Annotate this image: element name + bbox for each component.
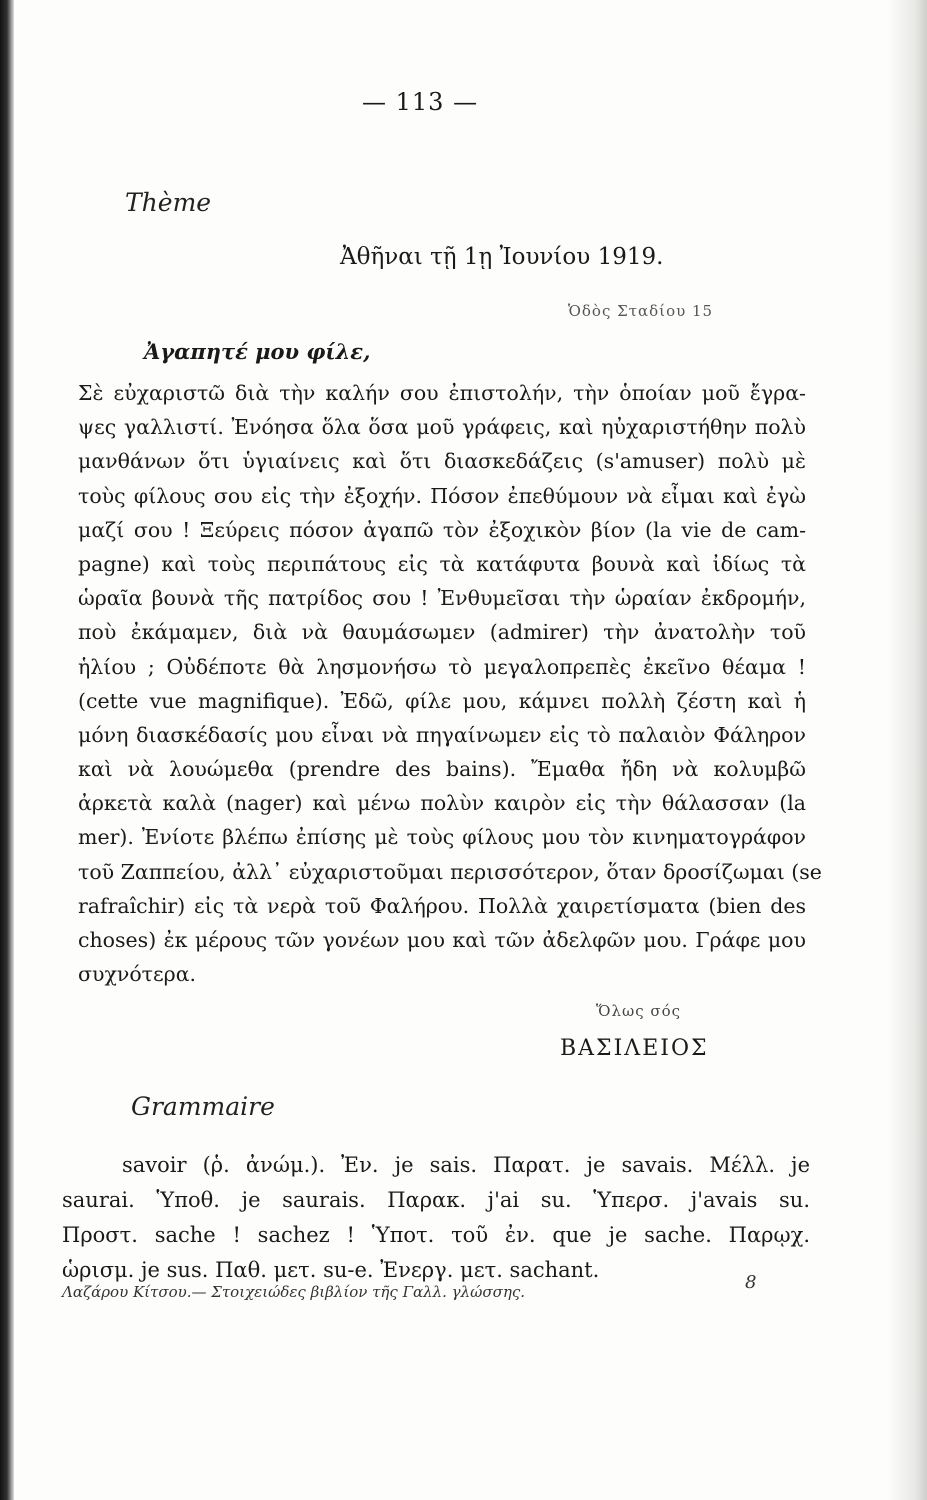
page-gutter-shadow bbox=[0, 0, 14, 1500]
grammar-line: saurai. Ὑποθ. je saurais. Παρακ. j'ai su. Ὑπερσ. j'avais su. bbox=[62, 1188, 810, 1212]
grammar-line: ὡρισμ. je sus. Παθ. μετ. su-e. Ἐνεργ. μετ. sachant. bbox=[62, 1258, 600, 1282]
letter-body bbox=[78, 376, 822, 991]
signature-mark: 8 bbox=[745, 1272, 757, 1293]
letter-line: μόνη διασκέδασίς μου εἶναι νὰ πηγαίνωμεν εἰς τὸ παλαιὸν Φάληρον bbox=[78, 722, 806, 747]
letter-closing: Ὅλως σός bbox=[596, 1002, 682, 1020]
letter-line: choses) ἐκ μέρους τῶν γονέων μου καὶ τῶν ἀδελφῶν μου. Γράφε μου bbox=[78, 928, 806, 952]
letter-line: ποὺ ἐκάμαμεν, διὰ νὰ θαυμάσωμεν (admirer) τὴν ἀνατολὴν τοῦ bbox=[78, 620, 806, 645]
letter-line: Σὲ εὐχαριστῶ διὰ τὴν καλήν σου ἐπιστολήν, τὴν ὁποίαν μοῦ ἔγρα- bbox=[78, 381, 806, 405]
page-number: — 113 — bbox=[362, 88, 479, 116]
letter-line: rafraîchir) εἰς τὰ νερὰ τοῦ Φαλήρου. Πολλὰ χαιρετίσματα (bien des bbox=[78, 893, 806, 918]
letter-line: ἡλίου ; Οὐδέποτε θὰ λησμονήσω τὸ μεγαλοπρεπὲς ἐκεῖνο θέαμα ! bbox=[78, 654, 806, 679]
letter-line: ὡραῖα βουνὰ τῆς πατρίδος σου ! Ἐνθυμεῖσαι τὴν ὡραίαν ἐκδρομήν, bbox=[78, 586, 806, 611]
letter-signature: ΒΑΣΙΛΕΙΟΣ bbox=[560, 1036, 709, 1061]
theme-heading: Thème bbox=[125, 188, 212, 217]
letter-line: μαζί σου ! Ξεύρεις πόσον ἀγαπῶ τὸν ἐξοχικὸν βίον (la vie de cam- bbox=[78, 517, 806, 542]
grammar-body bbox=[62, 1148, 810, 1288]
letter-line: μανθάνων ὅτι ὑγιαίνεις καὶ ὅτι διασκεδάζεις (s'amuser) πολὺ μὲ bbox=[78, 449, 806, 474]
grammar-heading: Grammaire bbox=[131, 1092, 275, 1121]
letter-line: ἀρκετὰ καλὰ (nager) καὶ μένω πολὺν καιρὸν εἰς τὴν θάλασσαν (la bbox=[78, 791, 806, 816]
grammar-line: Προστ. sache ! sachez ! Ὑποτ. τοῦ ἐν. que je sache. Παρῳχ. bbox=[62, 1223, 810, 1247]
grammar-line: savoir (ῥ. ἀνώμ.). Ἐν. je sais. Παρατ. je savais. Μέλλ. je bbox=[122, 1153, 810, 1177]
letter-line: pagne) καὶ τοὺς περιπάτους εἰς τὰ κατάφυτα βουνὰ καὶ ἰδίως τὰ bbox=[78, 551, 806, 576]
footer-credit: Λαζάρου Κίτσου.— Στοιχειώδες βιβλίον τῆς Γαλλ. γλώσσης. bbox=[62, 1283, 525, 1301]
letter-line: συχνότερα. bbox=[78, 962, 197, 987]
page-edge-shadow bbox=[887, 0, 927, 1500]
letter-date: Ἀθῆναι τῇ 1ῃ Ἰουνίου 1919. bbox=[340, 244, 664, 270]
letter-line: τοὺς φίλους σου εἰς τὴν ἐξοχήν. Πόσον ἐπεθύμουν νὰ εἶμαι καὶ ἐγὼ bbox=[78, 483, 806, 508]
letter-address: Ὁδὸς Σταδίου 15 bbox=[568, 302, 714, 320]
letter-salutation: Ἀγαπητέ μου φίλε, bbox=[144, 339, 371, 364]
letter-line: καὶ νὰ λουώμεθα (prendre des bains). Ἔμαθα ἤδη νὰ κολυμβῶ bbox=[78, 757, 806, 782]
letter-line: (cette vue magnifique). Ἐδῶ, φίλε μου, κάμνει πολλὴ ζέστη καὶ ἡ bbox=[78, 688, 806, 713]
letter-line: τοῦ Ζαππείου, ἀλλ᾽ εὐχαριστοῦμαι περισσότερον, ὅταν δροσίζωμαι (se bbox=[78, 859, 822, 884]
letter-line: mer). Ἐνίοτε βλέπω ἐπίσης μὲ τοὺς φίλους μου τὸν κινηματογράφον bbox=[78, 825, 806, 850]
letter-line: ψες γαλλιστί. Ἐνόησα ὅλα ὅσα μοῦ γράφεις, καὶ ηὐχαριστήθην πολὺ bbox=[78, 415, 806, 440]
